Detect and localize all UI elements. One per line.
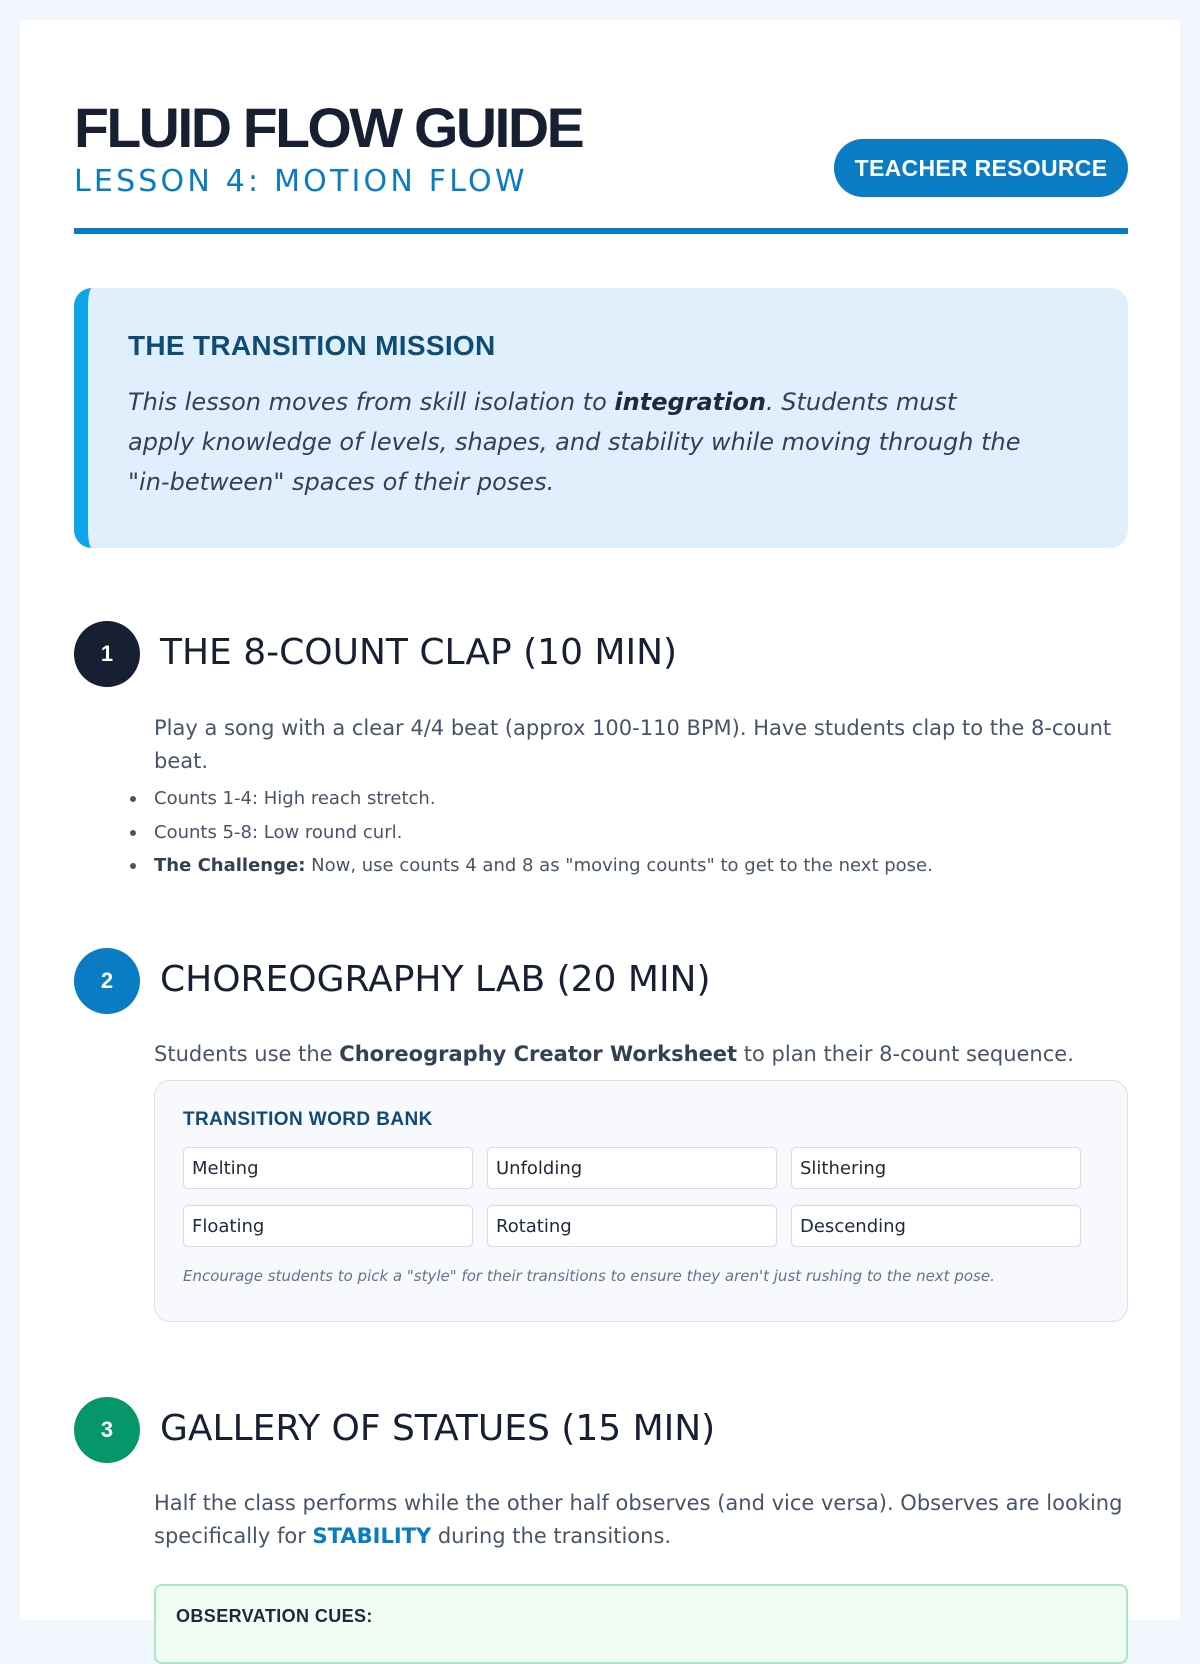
word-bank-title: TRANSITION WORD BANK [183, 1109, 433, 1130]
word-bank-item: Slithering [791, 1147, 1081, 1189]
section-3-text-start: Half the class performs while the other half observes (and vice versa). Observes are looking specifically for [154, 1491, 1123, 1548]
mission-text [128, 382, 1028, 502]
word-bank-grid [183, 1147, 1101, 1247]
challenge-text: Now, use counts 4 and 8 as "moving counts" to get to the next pose. [305, 855, 933, 876]
mission-text-emphasis: integration [614, 388, 766, 416]
list-item: Counts 1-4: High reach stretch. [154, 782, 933, 816]
list-item-challenge [154, 849, 933, 883]
mission-title: THE TRANSITION MISSION [128, 330, 496, 361]
section-3-paragraph [154, 1487, 1134, 1553]
header-divider [74, 228, 1128, 234]
section-3-text-end: during the transitions. [431, 1524, 672, 1548]
word-bank-item: Floating [183, 1205, 473, 1247]
list-item: Counts 5-8: Low round curl. [154, 816, 933, 850]
word-bank-item: Unfolding [487, 1147, 777, 1189]
page [20, 20, 1180, 1626]
step-number-3: 3 [74, 1397, 140, 1463]
observation-cues-panel [154, 1584, 1128, 1664]
mission-text-end: . Students must apply knowledge of levels, shapes, and stability while moving through the "in-between" spaces of their poses. [128, 388, 1021, 496]
step-number-2: 2 [74, 948, 140, 1014]
challenge-label: The Challenge: [154, 855, 306, 876]
word-bank-panel [154, 1080, 1128, 1322]
mission-text-start: This lesson moves from skill isolation to [128, 388, 615, 416]
word-bank-item: Rotating [487, 1205, 777, 1247]
lesson-subtitle: LESSON 4: MOTION FLOW [74, 164, 528, 199]
word-bank-item: Descending [791, 1205, 1081, 1247]
section-2-paragraph [154, 1038, 1134, 1071]
section-title-2: CHOREOGRAPHY LAB (20 MIN) [160, 959, 711, 1000]
step-number-1: 1 [74, 621, 140, 687]
section-title-1: THE 8-COUNT CLAP (10 MIN) [160, 632, 678, 673]
section-2-text-end: to plan their 8-count sequence. [737, 1042, 1074, 1066]
stability-keyword: STABILITY [312, 1524, 432, 1548]
section-1-bullets [154, 782, 933, 883]
worksheet-name: Choreography Creator Worksheet [339, 1042, 738, 1066]
mission-callout [74, 288, 1128, 548]
section-title-3: GALLERY OF STATUES (15 MIN) [160, 1408, 716, 1449]
observation-cues-title: OBSERVATION CUES: [176, 1606, 373, 1626]
teacher-resource-badge[interactable]: TEACHER RESOURCE [834, 139, 1128, 197]
section-2-text-start: Students use the [154, 1042, 340, 1066]
word-bank-note: Encourage students to pick a "style" for their transitions to ensure they aren't just rushing to the next pose. [183, 1267, 995, 1285]
section-1-paragraph: Play a song with a clear 4/4 beat (approx 100-110 BPM). Have students clap to the 8-count beat. [154, 716, 1112, 773]
page-title: FLUID FLOW GUIDE [74, 96, 583, 159]
word-bank-item: Melting [183, 1147, 473, 1189]
